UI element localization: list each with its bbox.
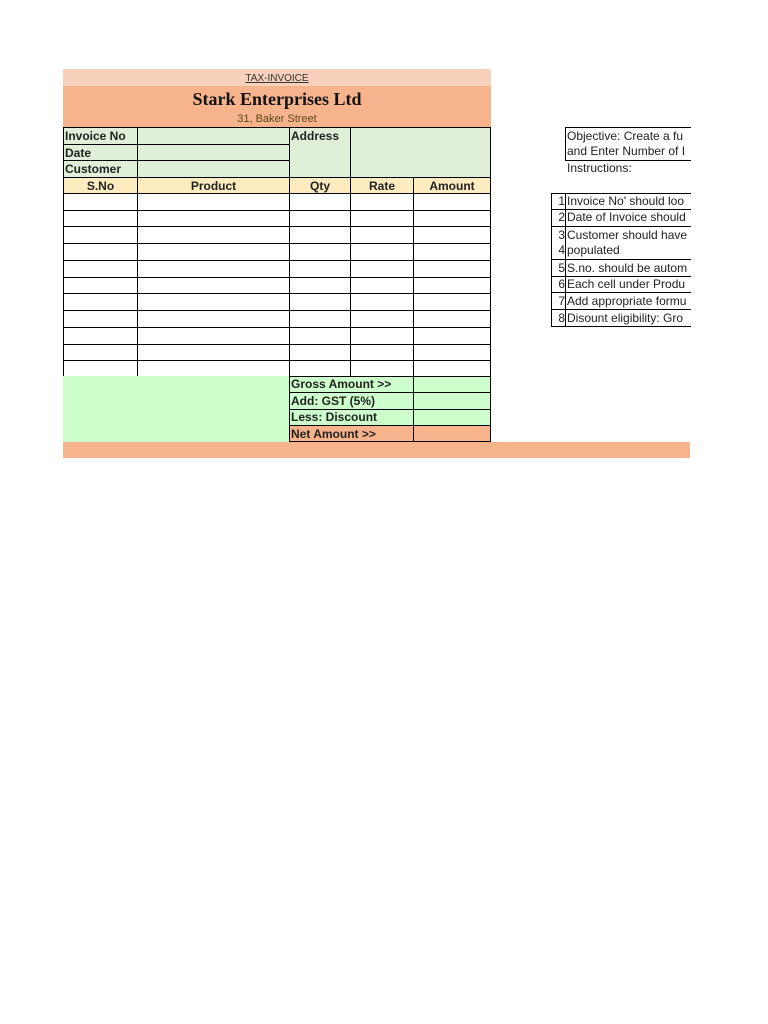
- instructions-row-border: [551, 193, 691, 194]
- instruction-text: populated: [567, 243, 620, 257]
- instruction-number: 5: [558, 261, 565, 275]
- item-grid: [63, 193, 491, 377]
- item-sno-cell[interactable]: [63, 310, 138, 328]
- item-product-cell[interactable]: [137, 310, 290, 328]
- instructions-row-border: [551, 309, 691, 310]
- tax-invoice-label: TAX-INVOICE: [245, 73, 309, 84]
- instruction-number: 8: [558, 311, 565, 325]
- item-sno-cell[interactable]: [63, 193, 138, 211]
- col-amount-label: Amount: [429, 179, 475, 193]
- item-amount-cell[interactable]: [413, 327, 491, 345]
- item-qty-cell[interactable]: [289, 193, 351, 211]
- item-sno-cell[interactable]: [63, 210, 138, 227]
- item-sno-cell[interactable]: [63, 260, 138, 278]
- item-amount-cell[interactable]: [413, 193, 491, 211]
- invoice-no-value-cell[interactable]: [137, 127, 290, 145]
- item-sno-cell[interactable]: [63, 344, 138, 361]
- item-product-cell[interactable]: [137, 327, 290, 345]
- instruction-text: Disount eligibility: Gro: [567, 311, 684, 325]
- item-qty-cell[interactable]: [289, 310, 351, 328]
- discount-value-cell[interactable]: [413, 409, 491, 426]
- address-label: Address: [291, 129, 340, 143]
- instruction-number: 6: [558, 277, 565, 291]
- gross-amount-label: Gross Amount >>: [291, 377, 392, 391]
- item-sno-cell[interactable]: [63, 293, 138, 311]
- item-sno-cell[interactable]: [63, 277, 138, 294]
- item-amount-cell[interactable]: [413, 344, 491, 361]
- item-sno-cell[interactable]: [63, 243, 138, 261]
- instruction-number: 7: [558, 294, 565, 308]
- company-name: Stark Enterprises Ltd: [192, 89, 362, 109]
- objective-line-1: Objective: Create a fu: [567, 129, 684, 143]
- item-rate-cell[interactable]: [350, 293, 414, 311]
- instruction-number: 2: [558, 210, 565, 224]
- item-rate-cell[interactable]: [350, 344, 414, 361]
- item-qty-cell[interactable]: [289, 277, 351, 294]
- gross-amount-value-cell[interactable]: [413, 376, 491, 393]
- item-rate-cell[interactable]: [350, 310, 414, 328]
- instructions-heading: Instructions:: [567, 161, 632, 175]
- invoice-no-label: Invoice No: [65, 129, 126, 143]
- col-product-label: Product: [190, 179, 237, 193]
- item-rate-cell[interactable]: [350, 243, 414, 261]
- instruction-text: Invoice No' should loo: [567, 194, 685, 208]
- company-address: 31, Baker Street: [237, 113, 317, 125]
- instructions-row-border: [551, 259, 691, 260]
- instructions-row-border: [551, 292, 691, 293]
- item-product-cell[interactable]: [137, 293, 290, 311]
- date-label: Date: [65, 146, 92, 160]
- item-rate-cell[interactable]: [350, 226, 414, 244]
- item-product-cell[interactable]: [137, 243, 290, 261]
- instruction-number: 3: [558, 228, 565, 242]
- item-amount-cell[interactable]: [413, 293, 491, 311]
- net-amount-value-cell[interactable]: [413, 425, 491, 442]
- customer-label: Customer: [65, 162, 122, 176]
- net-amount-label: Net Amount >>: [291, 427, 376, 441]
- item-amount-cell[interactable]: [413, 226, 491, 244]
- instructions-left-border: [551, 193, 552, 327]
- instructions-row-border: [551, 326, 691, 327]
- gst-value-cell[interactable]: [413, 392, 491, 410]
- item-product-cell[interactable]: [137, 210, 290, 227]
- item-qty-cell[interactable]: [289, 226, 351, 244]
- instruction-text: Customer should have: [567, 228, 688, 242]
- date-value-cell[interactable]: [137, 144, 290, 161]
- item-amount-cell[interactable]: [413, 210, 491, 227]
- objective-line-2: and Enter Number of I: [567, 144, 686, 158]
- item-amount-cell[interactable]: [413, 277, 491, 294]
- item-qty-cell[interactable]: [289, 210, 351, 227]
- instruction-text: Date of Invoice should: [567, 210, 686, 224]
- item-sno-cell[interactable]: [63, 327, 138, 345]
- instruction-number: 4: [558, 243, 565, 257]
- item-product-cell[interactable]: [137, 193, 290, 211]
- gst-label: Add: GST (5%): [291, 394, 375, 408]
- item-rate-cell[interactable]: [350, 277, 414, 294]
- address-value-cell[interactable]: [350, 127, 491, 178]
- item-rate-cell[interactable]: [350, 193, 414, 211]
- item-rate-cell[interactable]: [350, 210, 414, 227]
- item-qty-cell[interactable]: [289, 260, 351, 278]
- item-qty-cell[interactable]: [289, 327, 351, 345]
- customer-value-cell[interactable]: [137, 160, 290, 178]
- col-sno-label: S.No: [86, 179, 115, 193]
- item-qty-cell[interactable]: [289, 293, 351, 311]
- instructions-list: [551, 193, 691, 327]
- instructions-row-border: [551, 276, 691, 277]
- item-qty-cell[interactable]: [289, 344, 351, 361]
- item-amount-cell[interactable]: [413, 243, 491, 261]
- item-product-cell[interactable]: [137, 226, 290, 244]
- item-product-cell[interactable]: [137, 260, 290, 278]
- item-product-cell[interactable]: [137, 277, 290, 294]
- discount-label: Less: Discount: [291, 410, 378, 424]
- instructions-row-border: [551, 209, 691, 210]
- col-rate-label: Rate: [368, 179, 395, 193]
- item-sno-cell[interactable]: [63, 226, 138, 244]
- item-qty-cell[interactable]: [289, 243, 351, 261]
- instruction-text: S.no. should be autom: [567, 261, 688, 275]
- col-qty-label: Qty: [309, 179, 330, 193]
- item-amount-cell[interactable]: [413, 310, 491, 328]
- instructions-row-border: [551, 226, 691, 227]
- item-rate-cell[interactable]: [350, 260, 414, 278]
- instruction-text: Each cell under Produ: [567, 277, 686, 291]
- item-product-cell[interactable]: [137, 344, 290, 361]
- item-rate-cell[interactable]: [350, 327, 414, 345]
- footer-band: [63, 442, 690, 458]
- instruction-text: Add appropriate formu: [567, 294, 687, 308]
- instructions-divider: [565, 193, 566, 327]
- instruction-number: 1: [558, 194, 565, 208]
- item-amount-cell[interactable]: [413, 260, 491, 278]
